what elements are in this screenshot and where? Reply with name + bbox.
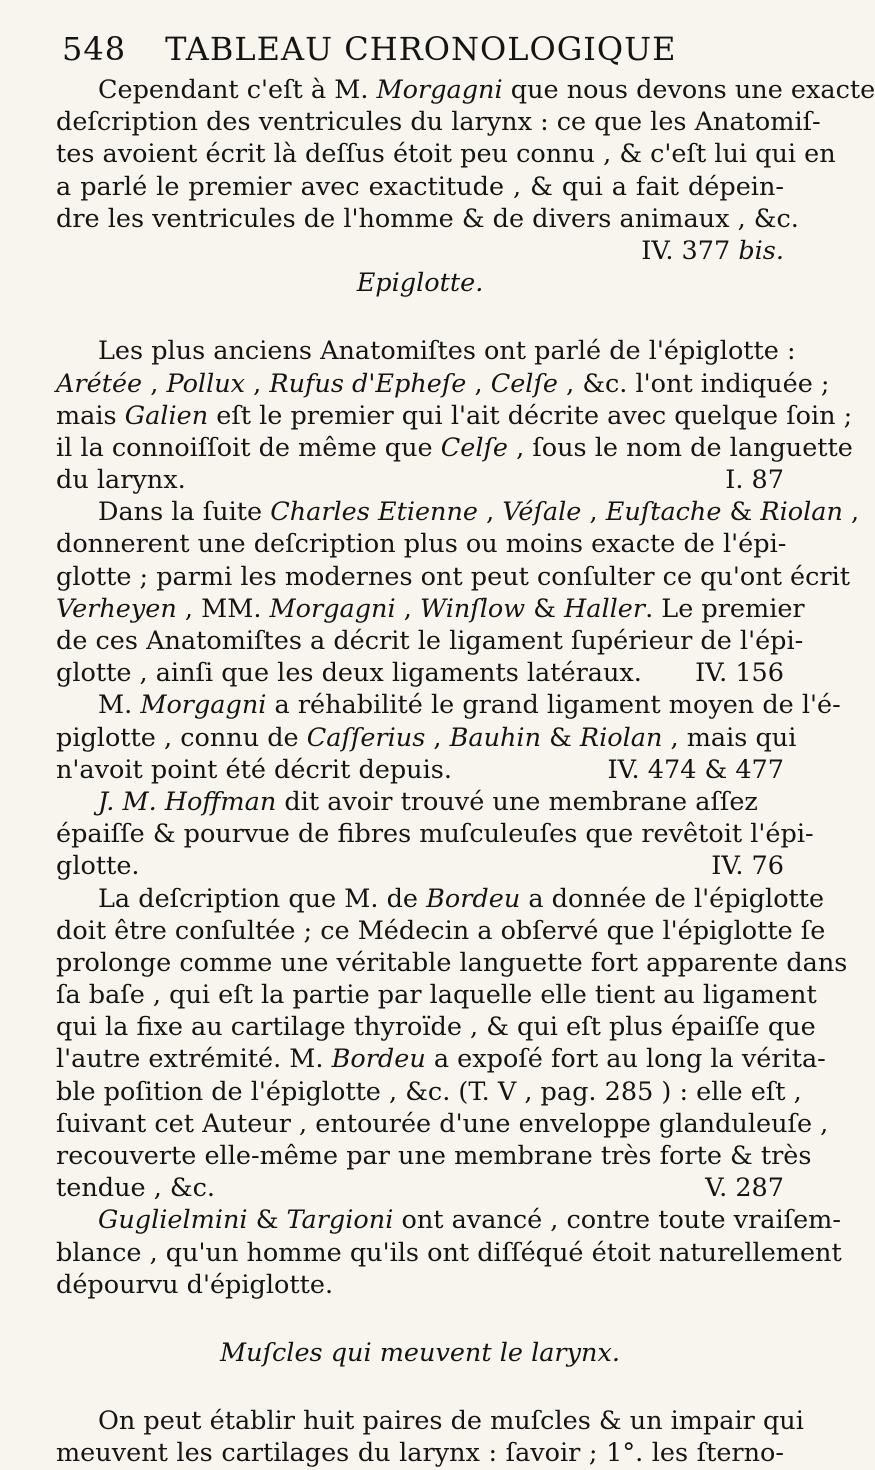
line-text: piglotte , connu de Caſſerius , Bauhin & Riolan , mais qui [56,722,797,753]
line-text: du larynx. [56,465,186,496]
line-text: ble poſition de l'épiglotte , &c. (T. V , pag. 285 ) : elle eſt , [56,1076,802,1107]
text-line [56,818,814,850]
line-text: Les plus anciens Anatomiſtes ont parlé de l'épiglotte : [98,336,796,367]
line-text: glotte. [56,851,140,882]
text-line [56,850,784,882]
text-line [56,1011,816,1043]
text-line [56,1140,812,1172]
blank-line [56,1369,784,1405]
line-text: M. Morgagni a réhabilité le grand ligament moyen de l'é- [98,690,841,721]
text-line [56,432,853,464]
text-line [56,106,821,138]
text-line [56,883,825,915]
line-text: blance , qu'un homme qu'ils ont diſſéqué étoit naturellement [56,1237,842,1268]
line-text: tendue , &c. [56,1173,216,1204]
text-line [56,722,797,754]
page-body-text [56,74,875,1470]
volume-page-reference: IV. 156 [695,658,784,689]
section-heading [56,267,784,299]
text-line [56,1076,802,1108]
line-text: l'autre extrémité. M. Bordeu a expoſé fort au long la vérita- [56,1044,826,1075]
line-text: deſcription des ventricules du larynx : ce que les Anatomiſ- [56,107,821,138]
text-line [56,1237,842,1269]
running-title: TABLEAU CHRONOLOGIQUE [165,30,677,68]
text-line [56,74,875,106]
text-line [56,1172,784,1204]
text-line [56,203,799,235]
running-header [62,30,772,74]
line-text: qui la fixe au cartilage thyroïde , & qui eſt plus épaiſſe que [56,1012,816,1043]
text-line [56,1269,784,1301]
line-text: épaiſſe & pourvue de fibres muſculeuſes que revêtoit l'épi- [56,819,814,850]
line-text: dépourvu d'épiglotte. [56,1269,334,1300]
line-text: ſuivant cet Auteur , entourée d'une enveloppe glanduleuſe , [56,1108,829,1139]
line-text: Epiglotte. [356,268,484,299]
volume-page-reference: IV. 76 [711,851,784,882]
text-line [56,400,853,432]
line-text: donnerent une deſcription plus ou moins exacte de l'épi- [56,529,787,560]
line-text: glotte , ainſi que les deux ligaments latéraux. [56,658,642,689]
line-text: de ces Anatomiſtes a décrit le ligament ſupérieur de l'épi- [56,626,804,656]
line-text: Verheyen , MM. Morgagni , Winſlow & Haller. Le premier [56,593,805,624]
line-text: il la connoiſſoit de même que Celſe , ſous le nom de languette [56,432,853,463]
volume-page-reference: V. 287 [705,1173,784,1204]
text-line [56,689,841,721]
blank-line [56,1301,784,1337]
page-number: 548 [62,30,127,68]
text-line [56,235,784,267]
text-line [56,138,836,170]
line-text: Muſcles qui meuvent le larynx. [220,1337,620,1368]
line-text: a parlé le premier avec exactitude , & qui a fait dépein- [56,171,784,202]
text-line [56,368,830,400]
line-text: On peut établir huit paires de muſcles & un impair qui [98,1406,804,1437]
line-text: glotte ; parmi les modernes ont peut conſulter ce qu'ont écrit [56,561,851,592]
line-text: La deſcription que M. de Bordeu a donnée de l'épiglotte [98,883,825,914]
text-line [56,561,851,593]
volume-page-reference: I. 87 [725,465,784,496]
line-text: prolonge comme une véritable languette fort apparente dans [56,947,848,978]
text-line [56,1043,826,1075]
text-line [56,625,804,657]
line-text: tes avoient écrit là deſſus étoit peu connu , & c'eſt lui qui en [56,139,836,170]
line-text: meuvent les cartilages du larynx : ſavoir ; 1°. les ſterno- [56,1438,784,1469]
line-text: Arétée , Pollux , Rufus d'Epheſe , Celſe , &c. l'ont indiquée ; [56,368,830,399]
text-line [56,915,826,947]
line-text: ſa baſe , qui eſt la partie par laquelle elle tient au ligament [56,980,817,1011]
line-text: doit être conſultée ; ce Médecin a obſervé que l'épiglotte ſe [56,915,826,946]
text-line [56,464,784,496]
blank-line [56,299,784,335]
section-heading [56,1337,784,1369]
text-line [56,496,860,528]
line-text: n'avoit point été décrit depuis. [56,754,452,785]
text-line [56,947,848,979]
text-line [56,786,784,818]
text-line [56,1437,784,1469]
text-line [56,335,796,367]
text-line [56,528,787,560]
text-line [56,171,784,203]
line-text: dre les ventricules de l'homme & de divers animaux , &c. [56,203,799,234]
text-line [56,1204,841,1236]
text-line [56,1108,829,1140]
line-text: J. M. Hoffman dit avoir trouvé une membrane aſſez [98,786,758,817]
text-line [56,1405,804,1437]
line-text: recouverte elle-même par une membrane très forte & très [56,1141,812,1171]
line-text: Cependant c'eſt à M. Morgagni que nous devons une exacte [98,75,875,105]
volume-page-reference: IV. 474 & 477 [607,754,784,785]
text-line [56,593,805,625]
line-text: IV. 377 bis. [641,235,784,266]
text-line [56,979,817,1011]
text-line [56,657,784,689]
text-line [56,754,784,786]
line-text: mais Galien eſt le premier qui l'ait décrite avec quelque ſoin ; [56,400,853,431]
line-text: Dans la ſuite Charles Etienne , Véſale , Euſtache & Riolan , [98,497,860,528]
line-text: Guglielmini & Targioni ont avancé , contre toute vraiſem- [98,1205,841,1236]
